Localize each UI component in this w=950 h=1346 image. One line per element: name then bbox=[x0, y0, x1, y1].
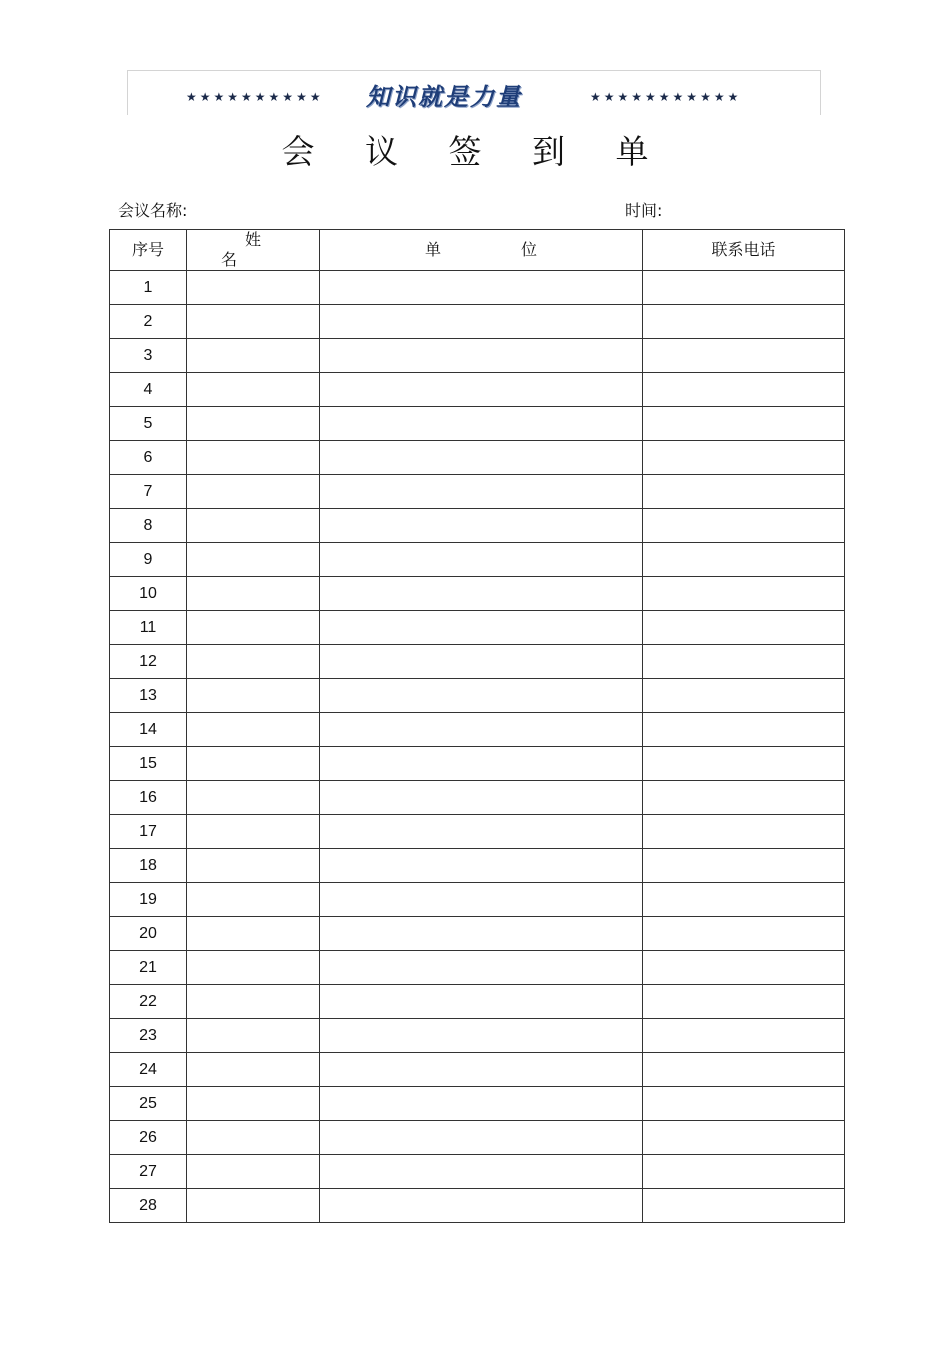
cell-phone[interactable] bbox=[643, 1155, 845, 1189]
cell-unit[interactable] bbox=[320, 475, 643, 509]
table-row bbox=[110, 679, 845, 713]
cell-phone[interactable] bbox=[643, 475, 845, 509]
cell-unit[interactable] bbox=[320, 305, 643, 339]
cell-unit[interactable] bbox=[320, 815, 643, 849]
row-seq-number: 9 bbox=[110, 543, 187, 577]
cell-name[interactable] bbox=[187, 1155, 320, 1189]
table-row bbox=[110, 1155, 845, 1189]
cell-name[interactable] bbox=[187, 407, 320, 441]
cell-phone[interactable] bbox=[643, 611, 845, 645]
sign-in-table bbox=[109, 229, 845, 1223]
cell-unit[interactable] bbox=[320, 373, 643, 407]
row-seq-number: 17 bbox=[110, 815, 187, 849]
row-seq-number: 18 bbox=[110, 849, 187, 883]
cell-phone[interactable] bbox=[643, 883, 845, 917]
cell-name[interactable] bbox=[187, 985, 320, 1019]
cell-unit[interactable] bbox=[320, 1155, 643, 1189]
cell-phone[interactable] bbox=[643, 509, 845, 543]
cell-name[interactable] bbox=[187, 1189, 320, 1223]
table-row bbox=[110, 713, 845, 747]
row-seq-number: 26 bbox=[110, 1121, 187, 1155]
cell-name[interactable] bbox=[187, 339, 320, 373]
header-name bbox=[187, 230, 320, 271]
header-unit bbox=[320, 230, 643, 271]
table-row bbox=[110, 951, 845, 985]
meeting-name-label: 会议名称: bbox=[118, 201, 188, 220]
cell-name[interactable] bbox=[187, 373, 320, 407]
cell-name[interactable] bbox=[187, 305, 320, 339]
row-seq-number: 8 bbox=[110, 509, 187, 543]
header-phone: 联系电话 bbox=[643, 230, 845, 271]
cell-name[interactable] bbox=[187, 441, 320, 475]
cell-name[interactable] bbox=[187, 509, 320, 543]
cell-phone[interactable] bbox=[643, 679, 845, 713]
table-row bbox=[110, 781, 845, 815]
cell-phone[interactable] bbox=[643, 985, 845, 1019]
row-seq-number: 4 bbox=[110, 373, 187, 407]
table-row bbox=[110, 985, 845, 1019]
cell-phone[interactable] bbox=[643, 917, 845, 951]
table-row bbox=[110, 1121, 845, 1155]
row-seq-number: 6 bbox=[110, 441, 187, 475]
cell-name[interactable] bbox=[187, 645, 320, 679]
cell-name[interactable] bbox=[187, 543, 320, 577]
cell-unit[interactable] bbox=[320, 577, 643, 611]
table-row bbox=[110, 611, 845, 645]
cell-name[interactable] bbox=[187, 1121, 320, 1155]
row-seq-number: 13 bbox=[110, 679, 187, 713]
cell-phone[interactable] bbox=[643, 951, 845, 985]
cell-phone[interactable] bbox=[643, 1121, 845, 1155]
table-row bbox=[110, 1087, 845, 1121]
time-label: 时间: bbox=[625, 201, 663, 220]
cell-phone[interactable] bbox=[643, 1189, 845, 1223]
cell-phone[interactable] bbox=[643, 339, 845, 373]
row-seq-number: 16 bbox=[110, 781, 187, 815]
cell-phone[interactable] bbox=[643, 1053, 845, 1087]
cell-phone[interactable] bbox=[643, 815, 845, 849]
table-row bbox=[110, 509, 845, 543]
row-seq-number: 15 bbox=[110, 747, 187, 781]
cell-phone[interactable] bbox=[643, 373, 845, 407]
stars-left-decoration: ★★★★★★★★★★ bbox=[186, 90, 324, 104]
cell-name[interactable] bbox=[187, 747, 320, 781]
cell-name[interactable] bbox=[187, 815, 320, 849]
row-seq-number: 11 bbox=[110, 611, 187, 645]
table-row bbox=[110, 339, 845, 373]
cell-name[interactable] bbox=[187, 679, 320, 713]
row-seq-number: 20 bbox=[110, 917, 187, 951]
table-row bbox=[110, 271, 845, 305]
cell-phone[interactable] bbox=[643, 713, 845, 747]
cell-name[interactable] bbox=[187, 1053, 320, 1087]
cell-phone[interactable] bbox=[643, 781, 845, 815]
row-seq-number: 12 bbox=[110, 645, 187, 679]
cell-unit[interactable] bbox=[320, 543, 643, 577]
table-row bbox=[110, 373, 845, 407]
cell-unit[interactable] bbox=[320, 1053, 643, 1087]
cell-unit[interactable] bbox=[320, 985, 643, 1019]
cell-phone[interactable] bbox=[643, 849, 845, 883]
table-row bbox=[110, 747, 845, 781]
cell-unit[interactable] bbox=[320, 611, 643, 645]
cell-unit[interactable] bbox=[320, 509, 643, 543]
cell-unit[interactable] bbox=[320, 679, 643, 713]
row-seq-number: 28 bbox=[110, 1189, 187, 1223]
table-row bbox=[110, 407, 845, 441]
cell-phone[interactable] bbox=[643, 543, 845, 577]
row-seq-number: 1 bbox=[110, 271, 187, 305]
row-seq-number: 14 bbox=[110, 713, 187, 747]
cell-unit[interactable] bbox=[320, 747, 643, 781]
cell-name[interactable] bbox=[187, 951, 320, 985]
cell-unit[interactable] bbox=[320, 1087, 643, 1121]
table-row bbox=[110, 543, 845, 577]
cell-name[interactable] bbox=[187, 1087, 320, 1121]
row-seq-number: 19 bbox=[110, 883, 187, 917]
cell-unit[interactable] bbox=[320, 271, 643, 305]
cell-name[interactable] bbox=[187, 849, 320, 883]
row-seq-number: 10 bbox=[110, 577, 187, 611]
cell-unit[interactable] bbox=[320, 441, 643, 475]
document-title: 会 议 签 到 单 bbox=[281, 132, 669, 171]
table-row bbox=[110, 1053, 845, 1087]
table-row bbox=[110, 849, 845, 883]
motto-logo-text: 知识就是力量 bbox=[366, 82, 522, 111]
cell-name[interactable] bbox=[187, 1019, 320, 1053]
cell-unit[interactable] bbox=[320, 849, 643, 883]
table-row bbox=[110, 645, 845, 679]
cell-phone[interactable] bbox=[643, 407, 845, 441]
header-seq: 序号 bbox=[110, 230, 187, 271]
table-row bbox=[110, 1189, 845, 1223]
cell-unit[interactable] bbox=[320, 951, 643, 985]
row-seq-number: 27 bbox=[110, 1155, 187, 1189]
cell-name[interactable] bbox=[187, 713, 320, 747]
cell-name[interactable] bbox=[187, 577, 320, 611]
cell-phone[interactable] bbox=[643, 305, 845, 339]
row-seq-number: 24 bbox=[110, 1053, 187, 1087]
row-seq-number: 23 bbox=[110, 1019, 187, 1053]
cell-name[interactable] bbox=[187, 883, 320, 917]
header-name-label: 姓名 bbox=[220, 230, 309, 269]
header-unit-label: 单位 bbox=[424, 240, 617, 259]
cell-unit[interactable] bbox=[320, 883, 643, 917]
cell-phone[interactable] bbox=[643, 577, 845, 611]
row-seq-number: 3 bbox=[110, 339, 187, 373]
stars-right-decoration: ★★★★★★★★★★★ bbox=[590, 90, 742, 104]
cell-phone[interactable] bbox=[643, 1019, 845, 1053]
table-row bbox=[110, 577, 845, 611]
cell-name[interactable] bbox=[187, 917, 320, 951]
cell-unit[interactable] bbox=[320, 1121, 643, 1155]
row-seq-number: 5 bbox=[110, 407, 187, 441]
cell-name[interactable] bbox=[187, 781, 320, 815]
cell-name[interactable] bbox=[187, 271, 320, 305]
cell-name[interactable] bbox=[187, 611, 320, 645]
table-row bbox=[110, 305, 845, 339]
row-seq-number: 2 bbox=[110, 305, 187, 339]
row-seq-number: 25 bbox=[110, 1087, 187, 1121]
cell-unit[interactable] bbox=[320, 1189, 643, 1223]
cell-unit[interactable] bbox=[320, 339, 643, 373]
cell-unit[interactable] bbox=[320, 645, 643, 679]
cell-phone[interactable] bbox=[643, 645, 845, 679]
table-row bbox=[110, 815, 845, 849]
table-row bbox=[110, 441, 845, 475]
header-banner bbox=[127, 70, 821, 115]
table-body bbox=[110, 271, 845, 1223]
cell-unit[interactable] bbox=[320, 713, 643, 747]
table-row bbox=[110, 917, 845, 951]
cell-phone[interactable] bbox=[643, 1087, 845, 1121]
cell-phone[interactable] bbox=[643, 747, 845, 781]
cell-unit[interactable] bbox=[320, 917, 643, 951]
row-seq-number: 7 bbox=[110, 475, 187, 509]
table-row bbox=[110, 1019, 845, 1053]
cell-name[interactable] bbox=[187, 475, 320, 509]
row-seq-number: 21 bbox=[110, 951, 187, 985]
cell-unit[interactable] bbox=[320, 1019, 643, 1053]
cell-unit[interactable] bbox=[320, 781, 643, 815]
table-header-row bbox=[110, 230, 845, 271]
cell-phone[interactable] bbox=[643, 441, 845, 475]
table-row bbox=[110, 883, 845, 917]
row-seq-number: 22 bbox=[110, 985, 187, 1019]
cell-phone[interactable] bbox=[643, 271, 845, 305]
table-row bbox=[110, 475, 845, 509]
cell-unit[interactable] bbox=[320, 407, 643, 441]
